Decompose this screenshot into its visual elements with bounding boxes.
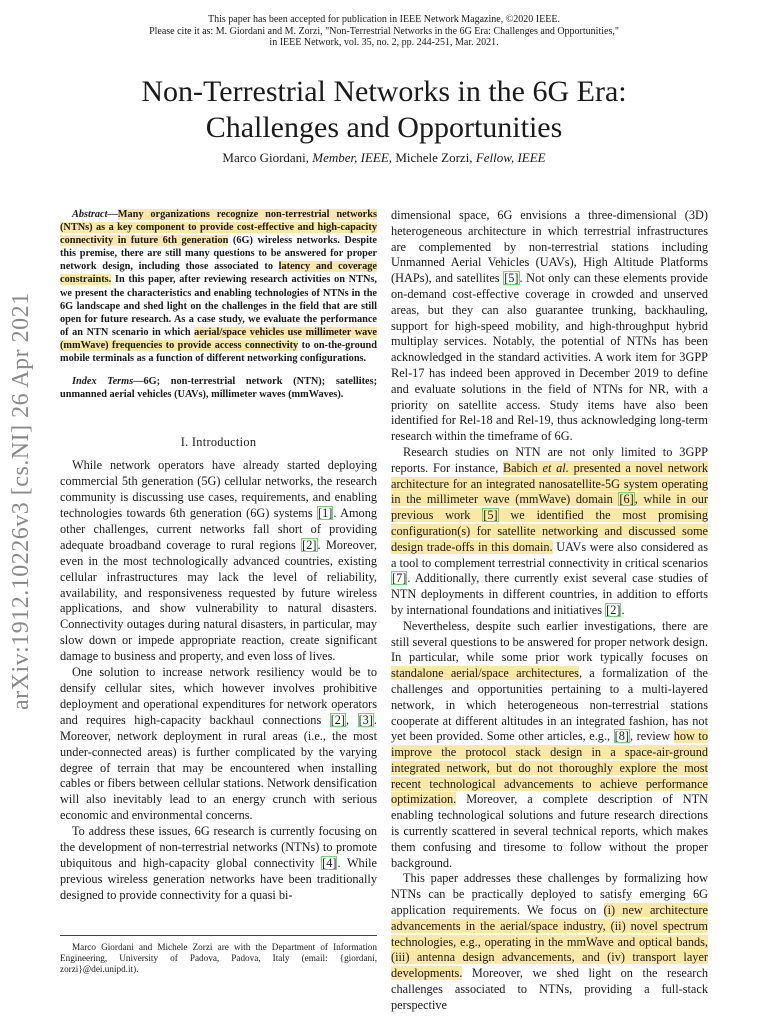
- left-column: [60, 208, 377, 904]
- text: UAVs were also considered as a tool to complement terrestrial connectivity in critical scenarios: [391, 539, 709, 570]
- highlight: aerial/space vehicles use millimeter wave (mmWave) frequencies to provide access connectivity: [60, 326, 377, 351]
- index-terms-label: Index Terms: [72, 376, 134, 388]
- text: . While previous wireless generation networks have been traditionally designed to provide connectivity for a quasi bi-: [60, 855, 377, 902]
- index-terms: [60, 375, 377, 401]
- citation-link[interactable]: [5]: [483, 508, 498, 523]
- text: ,: [346, 712, 358, 727]
- title-line: Challenges and Opportunities: [205, 111, 563, 144]
- paragraph: [391, 445, 708, 619]
- paragraph: [60, 458, 377, 665]
- author-name: Marco Giordani,: [222, 150, 310, 165]
- text: This paper addresses these challenges by formalizing how NTNs can be practically deployed to satisfy emerging 6G application requirements. We focus on: [391, 871, 708, 918]
- text: .: [621, 602, 625, 617]
- abstract-text: In this paper, after reviewing research activities on NTNs, we present the characteristics and enabling technologies of NTNs in the 6G landscape and shed light on the challenges in the field that are still open for future research. As a case study, we evaluate the performance of an NTN scenario in which: [60, 274, 377, 338]
- text: . Additionally, there currently exist several case studies of NTN deployments in different countries, in addition to efforts by international foundations and initiatives: [391, 571, 708, 617]
- highlight: latency and coverage constraints.: [60, 261, 377, 286]
- citation-link[interactable]: [2]: [606, 602, 621, 617]
- paragraph: [391, 871, 708, 1013]
- abstract-text: (6G) wireless networks. Despite this premise, there are still many questions to be answered for proper network design, including those associated to: [60, 235, 377, 273]
- citation-link[interactable]: [6]: [619, 492, 634, 507]
- text: , a formalization of the challenges and opportunities pertaining to a multi-layered network, in which heterogeneous non-terrestrial stations cooperate at different altitudes in an integrated fashion, has not yet been provided. Some other articles, e.g.,: [391, 666, 708, 744]
- notice-line: in IEEE Network, vol. 35, no. 2, pp. 244-251, Mar. 2021.: [269, 37, 499, 48]
- paragraph: [60, 665, 377, 824]
- author-line: [60, 150, 708, 166]
- abstract: [60, 208, 377, 365]
- author-name: Michele Zorzi,: [395, 150, 473, 165]
- publication-notice: [100, 14, 668, 49]
- citation-link[interactable]: [4]: [322, 855, 337, 870]
- text: Nevertheless, despite such earlier investigations, there are still several questions to be answered for proper network design. In particular, while some prior work typically focuses on: [391, 618, 708, 665]
- citation-link[interactable]: [2]: [330, 712, 346, 727]
- abstract-text: to on-the-ground mobile terminals as a function of different networking configurations.: [60, 339, 377, 365]
- highlight: et al.: [542, 460, 569, 475]
- footnote-text: Marco Giordani and Michele Zorzi are with the Department of Information Engineering, University of Padova, Padova, Italy (email: {giordani, zorzi}@dei.unipd.it).: [60, 942, 377, 974]
- highlight: (i) new architecture advancements in the aerial/space industry, (ii) novel spectrum technologies, e.g., operating in the mmWave and optical bands, (iii) antenna design advancements, and (iv) transport layer developments.: [391, 903, 708, 981]
- arxiv-stamp: arXiv:1912.10226v3 [cs.NI] 26 Apr 2021: [8, 292, 34, 710]
- index-terms-text: —6G; non-terrestrial network (NTN); satellites; unmanned aerial vehicles (UAVs), millimeter waves (mmWaves).: [60, 376, 377, 401]
- citation-link[interactable]: [2]: [302, 537, 317, 552]
- notice-line: This paper has been accepted for publication in IEEE Network Magazine, ©2020 IEEE.: [208, 14, 560, 25]
- text: To address these issues, 6G research is currently focusing on the development of non-terrestrial networks (NTNs) to promote ubiquitous and high-capacity global connectivity: [60, 824, 377, 870]
- title-line: Non-Terrestrial Networks in the 6G Era:: [141, 75, 627, 108]
- notice-line: Please cite it as: M. Giordani and M. Zorzi, "Non-Terrestrial Networks in the 6G Era: Challenges and Opportunities,": [149, 25, 619, 37]
- text: Moreover, a complete description of NTN enabling technological solutions and future research directions is currently scattered in several technical reports, which makes them confusing and tiresome to follow without the proper background.: [391, 792, 708, 870]
- text: . Moreover, even in the most technologically advanced countries, existing cellular infrastructures may lack the level of reliability, availability, and responsiveness requested by future wireless applications, and show vulnerability to natural disasters. Connectivity outages during natural disasters, in particular, may slow down or impede appropriate reaction, create significant damage to business and property, and even loss of lives.: [60, 537, 378, 664]
- highlight: presented a novel network architecture for an integrated nanosatellite-5G system operating in the millimeter wave (mmWave) domain: [391, 460, 709, 507]
- paragraph: [391, 208, 708, 445]
- citation-link[interactable]: [7]: [392, 571, 407, 586]
- paragraph: [60, 824, 377, 904]
- text: . Among other challenges, current networks fall short of providing adequate broadband coverage to rural regions: [60, 506, 377, 552]
- author-role: Member, IEEE,: [312, 150, 393, 165]
- footnote: [60, 935, 377, 975]
- abstract-dash: —: [107, 209, 118, 220]
- citation-link[interactable]: [5]: [504, 271, 519, 286]
- highlight: we identified the most promising configuration(s) for satellite networking and discussed some design trade-offs in this domain.: [391, 508, 708, 554]
- section-heading: I. Introduction: [180, 435, 257, 450]
- text: While network operators have already started deploying commercial 5th generation (5G) cellular networks, the research community is discussing use cases, requirements, and enabling technologies towards 6th generation (6G) systems: [60, 458, 377, 521]
- text: Research studies on NTN are not only limited to 3GPP reports. For instance,: [391, 444, 708, 475]
- right-column: [391, 208, 708, 1014]
- text: dimensional space, 6G envisions a three-dimensional (3D) heterogeneous architecture in which terrestrial infrastructures are complemented by non-terrestrial stations including Unmanned Aerial Vehicles (UAVs), High Altitude Platforms (HAPs), and satellites: [391, 208, 708, 286]
- text: One solution to increase network resiliency would be to densify cellular sites, which however involves prohibitive deployment and operational expenditures for network operators and requires high-capacity backhaul connections: [60, 665, 377, 727]
- text: . Not only can these elements provide on-demand cost-effective coverage in crowded and unserved areas, but they can also guarantee trunking, backhauling, support for high-speed mobility, and high-throughput hybrid multiplay services. Notably, the potential of NTNs has been acknowledged in the standard activities. A work item for 3GPP Rel-17 has indeed been approved in December 2019 to define and evaluate solutions in the field of NTNs for NR, with a priority on satellite access. Study items have also been identified for Rel-18 and Rel-19, thus acknowledging long-term research within the timeframe of 6G.: [391, 271, 708, 444]
- citation-link[interactable]: [3]: [358, 712, 373, 727]
- highlight: standalone aerial/space architectures: [391, 666, 579, 681]
- highlight: Many organizations recognize non-terrestrial networks (NTNs) as a key component to provide cost-effective and high-capacity connectivity in future 6th generation: [60, 209, 377, 247]
- citation-link[interactable]: [8]: [614, 729, 630, 744]
- highlight: , while in our previous work: [391, 492, 709, 523]
- paragraph: [391, 619, 708, 872]
- author-role: Fellow, IEEE: [475, 150, 546, 165]
- text: . Moreover, network deployment in rural areas (i.e., the most under-connected areas) is further complicated by the varying degree of terrain that may be encountered when installing cables or fibers between cellular stations. Network densification will also inevitably lead to an energy crunch with serious economic and environmental concerns.: [60, 712, 377, 823]
- paper-title: [60, 74, 708, 146]
- text: Moreover, we shed light on the research challenges associated to NTNs, providing a full-stack perspective: [391, 966, 708, 1012]
- citation-link[interactable]: [1]: [318, 506, 333, 521]
- abstract-label: Abstract: [72, 209, 108, 220]
- text: , review: [630, 729, 674, 744]
- highlight: how to improve the protocol stack design in a space-air-ground integrated network, but do not thoroughly explore the most recent technological advancements to achieve performance optimization.: [391, 729, 708, 807]
- highlight: Babich: [502, 460, 543, 475]
